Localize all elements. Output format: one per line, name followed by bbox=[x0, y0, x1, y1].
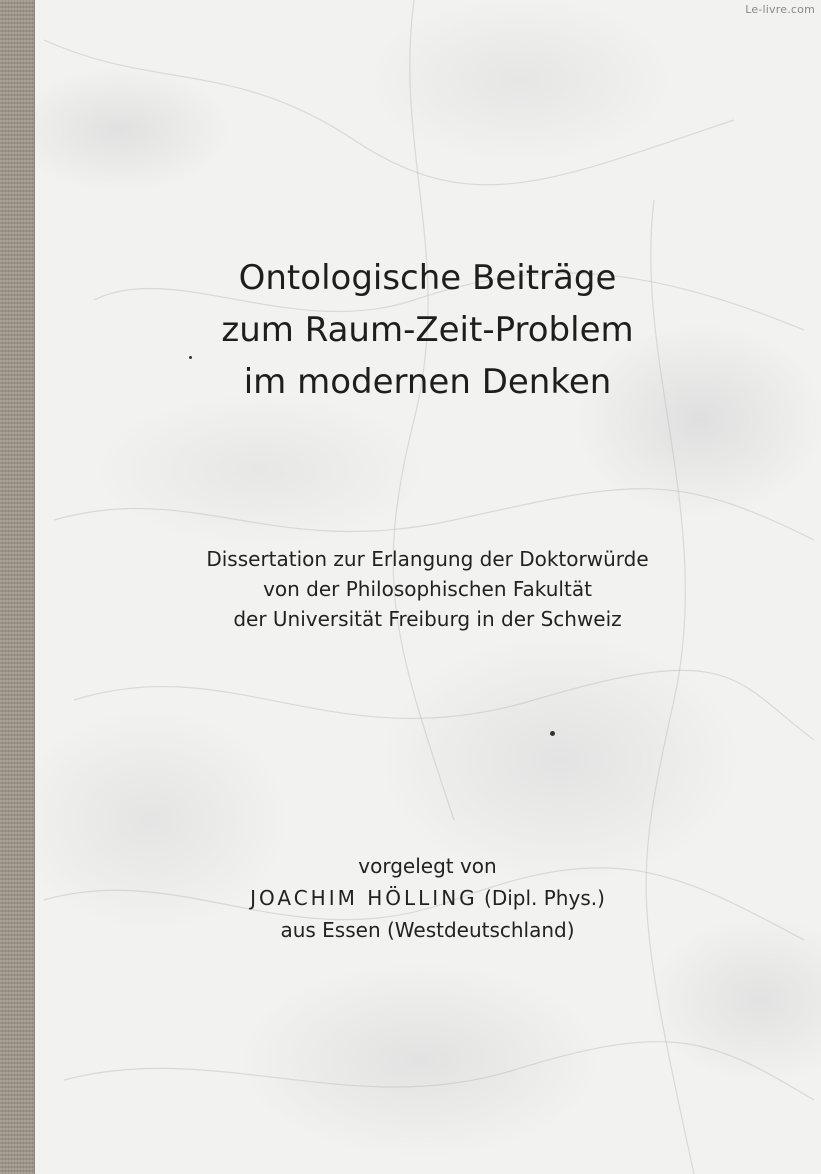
cloth-spine bbox=[0, 0, 35, 1174]
title-line-3: im modernen Denken bbox=[243, 362, 612, 402]
book-title bbox=[34, 252, 821, 408]
subtitle-line-2: von der Philosophischen Fakultät bbox=[263, 577, 592, 601]
author-degree: (Dipl. Phys.) bbox=[484, 886, 605, 910]
title-line-1: Ontologische Beiträge bbox=[238, 258, 617, 298]
title-line-2: zum Raum-Zeit-Problem bbox=[221, 310, 634, 350]
author-line bbox=[34, 882, 821, 914]
author-name: JOACHIM HÖLLING bbox=[250, 886, 478, 910]
author-block bbox=[34, 850, 821, 946]
ink-speck-left bbox=[189, 356, 192, 359]
ink-speck-right bbox=[550, 731, 555, 736]
watermark-text: Le-livre.com bbox=[745, 3, 815, 16]
subtitle-line-3: der Universität Freiburg in der Schweiz bbox=[233, 607, 622, 631]
author-origin: aus Essen (Westdeutschland) bbox=[280, 918, 575, 942]
dissertation-statement bbox=[34, 544, 821, 634]
presented-by-label: vorgelegt von bbox=[358, 854, 497, 878]
subtitle-line-1: Dissertation zur Erlangung der Doktorwürde bbox=[206, 547, 649, 571]
